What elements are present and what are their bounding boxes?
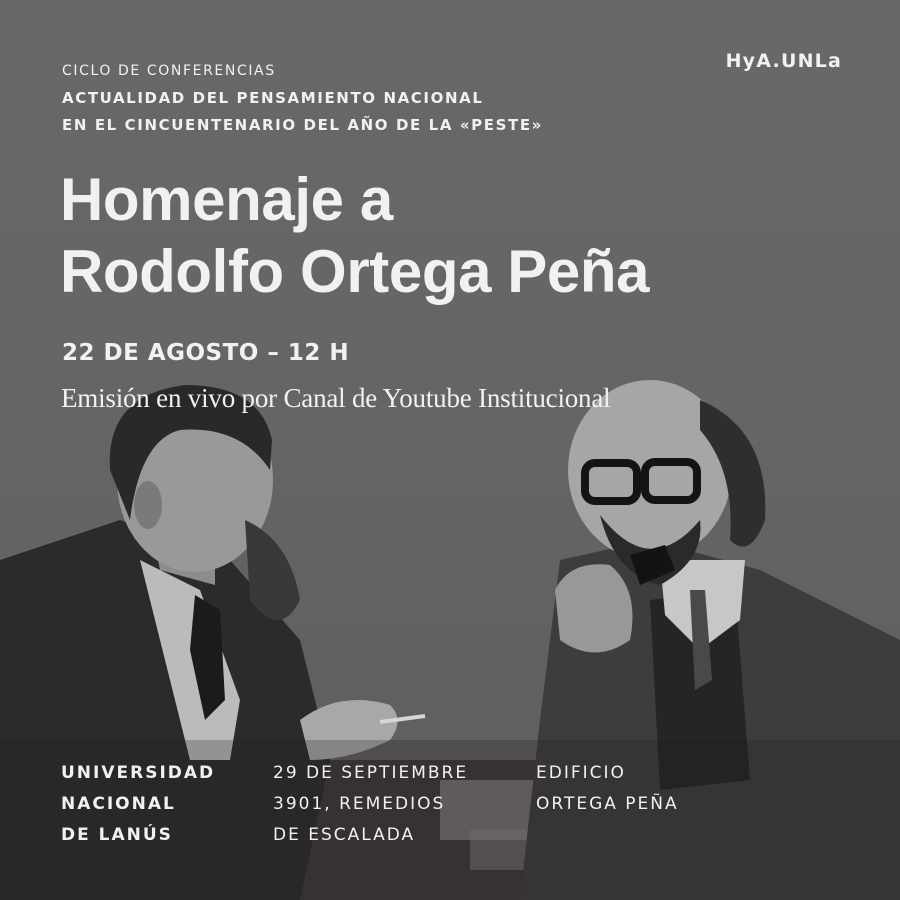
footer-address-line: 29 DE SEPTIEMBRE: [273, 763, 469, 783]
series-title-line-2: EN EL CINCUENTENARIO DEL AÑO DE LA «PESTE»: [62, 116, 543, 134]
hya-unla-logo: HyA.UNLa: [725, 50, 842, 72]
event-title-line-1: Homenaje a: [60, 166, 393, 233]
footer-institution-line: UNIVERSIDAD: [61, 763, 216, 783]
event-title: [60, 164, 649, 308]
event-title-line-2: Rodolfo Ortega Peña: [60, 238, 650, 305]
footer-building-line: EDIFICIO: [536, 763, 626, 783]
series-kicker: CICLO DE CONFERENCIAS: [62, 63, 276, 79]
footer-institution: [61, 758, 215, 851]
series-heading: [62, 58, 543, 139]
event-broadcast-info: Emisión en vivo por Canal de Youtube Institucional: [61, 383, 611, 413]
footer-address: [273, 758, 468, 851]
footer-building-line: ORTEGA PEÑA: [536, 794, 679, 814]
footer-building: [536, 758, 679, 820]
footer-institution-line: NACIONAL: [61, 794, 176, 814]
footer-institution-line: DE LANÚS: [61, 825, 173, 845]
series-title-line-1: ACTUALIDAD DEL PENSAMIENTO NACIONAL: [62, 89, 484, 107]
footer-address-line: DE ESCALADA: [273, 825, 416, 845]
footer-address-line: 3901, REMEDIOS: [273, 794, 446, 814]
event-datetime: 22 DE AGOSTO – 12 H: [62, 340, 350, 366]
